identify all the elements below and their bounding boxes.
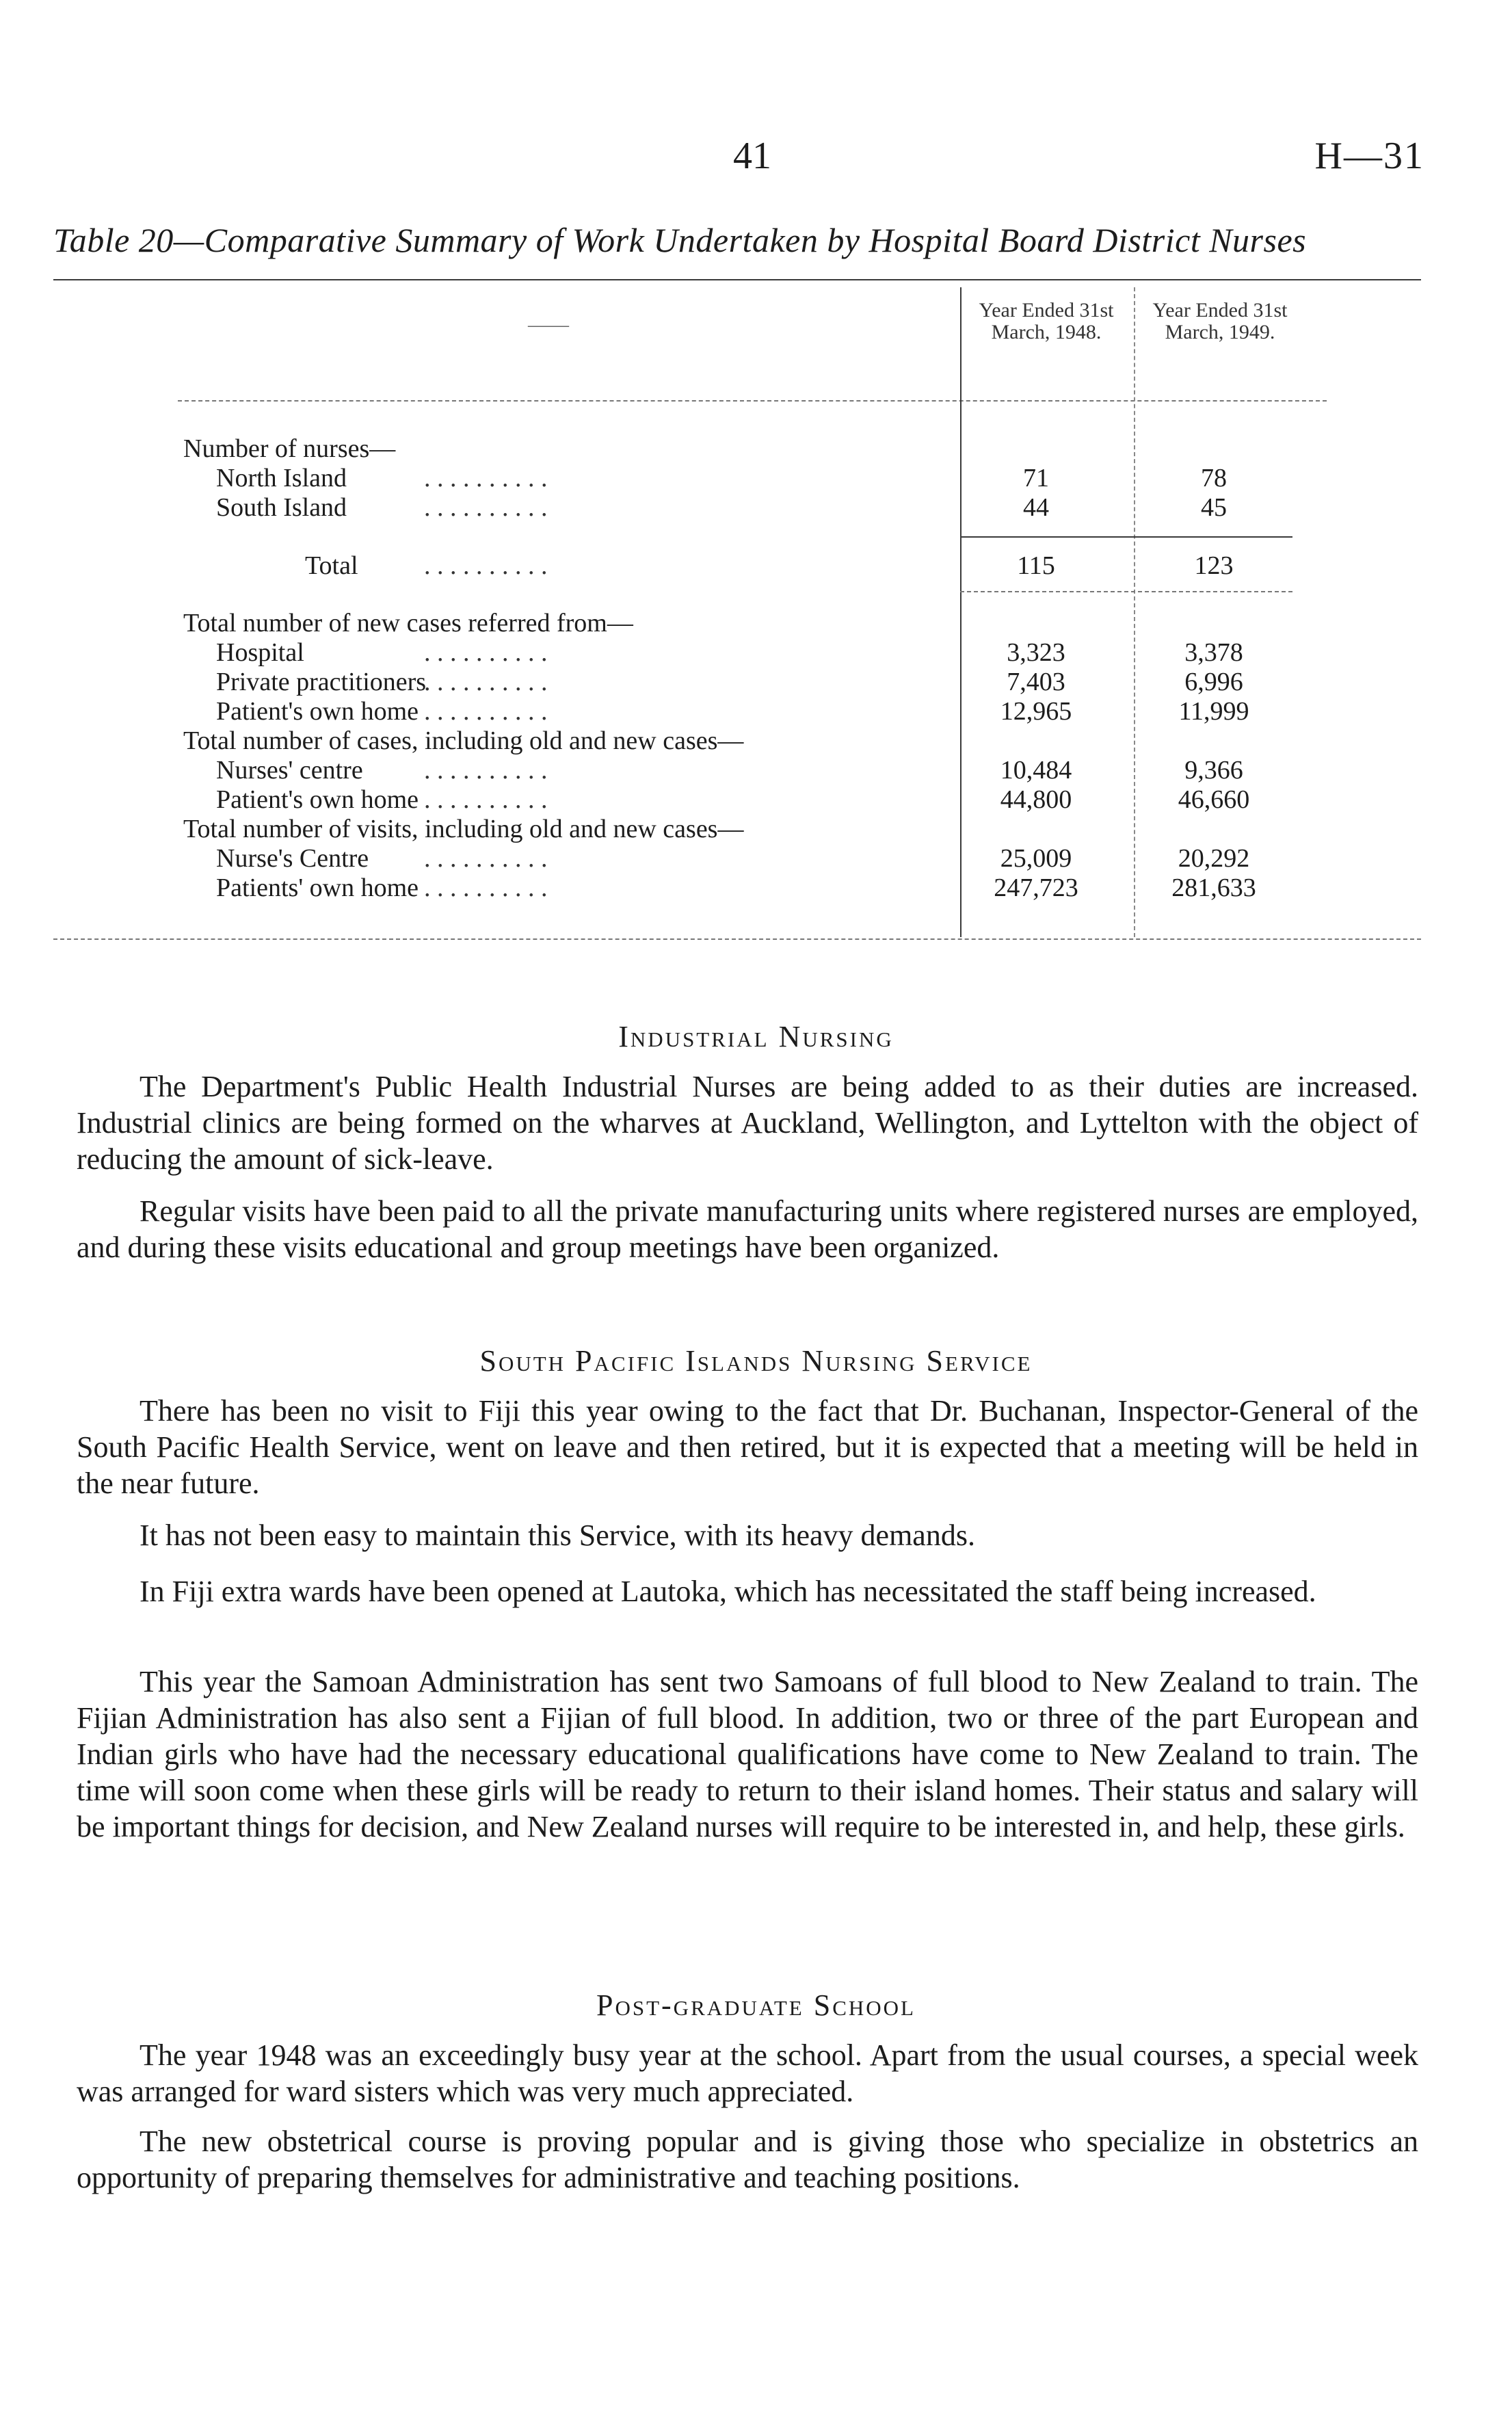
value-1948: 71: [1023, 464, 1049, 492]
value-1948: 44: [1023, 493, 1049, 522]
table-row: [0, 872, 1512, 904]
table-group-heading: [0, 607, 1512, 639]
group-label-total-cases: Total number of cases, including old and new cases—: [183, 726, 744, 755]
value-1948: 3,323: [1007, 638, 1065, 667]
value-1949: 78: [1201, 464, 1227, 492]
group-label-new-cases: Total number of new cases referred from—: [183, 609, 633, 638]
table-row: [0, 754, 1512, 786]
leader-dots: . . . . . . . . . .: [424, 844, 548, 873]
table-row: [0, 637, 1512, 668]
row-label: North Island: [216, 464, 347, 492]
leader-dots: . . . . . . . . . .: [424, 638, 548, 667]
page-number: 41: [733, 135, 771, 177]
table-header-rule: [178, 400, 1327, 402]
column-header-1949: Year Ended 31st March, 1949.: [1152, 299, 1288, 343]
leader-dots: . . . . . . . . . .: [424, 785, 548, 814]
leader-dots: . . . . . . . . . .: [424, 668, 548, 696]
paragraph: Regular visits have been paid to all the private manufacturing units where registered nurses are employed, and during these visits educational and group meetings have been organized.: [77, 1194, 1418, 1264]
paragraph: The new obstetrical course is proving popular and is giving those who specialize in obstetrics an opportunity of preparing themselves for administrative and teaching positions.: [77, 2125, 1418, 2194]
table-row: [0, 843, 1512, 874]
table-row: [0, 696, 1512, 727]
total-1948: 115: [1017, 551, 1055, 580]
table-group-heading: [0, 813, 1512, 845]
row-label: South Island: [216, 493, 347, 522]
total-bottom-rule: [960, 591, 1292, 592]
paragraph: There has been no visit to Fiji this year owing to the fact that Dr. Buchanan, Inspector-General of the South Pacific Health Service, went on leave and then retired, but it is expected that a meeting will be held in the near future.: [77, 1394, 1418, 1500]
value-1948: 247,723: [994, 873, 1078, 902]
group-label-total-visits: Total number of visits, including old and new cases—: [183, 815, 744, 843]
row-label: Patient's own home: [216, 785, 419, 814]
row-label: Nurses' centre: [216, 756, 363, 785]
table-group-heading: [0, 433, 1512, 464]
leader-dots: . . . . . . . . . .: [424, 756, 548, 785]
total-1949: 123: [1194, 551, 1234, 580]
section-title-post-graduate-school: Post-graduate School: [596, 1988, 916, 2022]
paragraph: This year the Samoan Administration has sent two Samoans of full blood to New Zealand to train. The Fijian Administration has also sent a Fijian of full blood. In addition, two or three of the part European and Indian girls who have had the necessary educational qualifications have come to New Zealand to train. The time will soon come when these girls will be ready to return to their island homes. Their status and salary will be important things for decision, and New Zealand nurses will require to be interested in, and help, these girls.: [77, 1665, 1418, 1843]
paragraph: In Fiji extra wards have been opened at Lautoka, which has necessitated the staff being increased.: [140, 1575, 1316, 1608]
value-1949: 46,660: [1178, 785, 1250, 814]
row-label: Patient's own home: [216, 697, 419, 726]
table-bottom-rule: [53, 938, 1421, 940]
value-1948: 44,800: [1000, 785, 1072, 814]
value-1949: 20,292: [1178, 844, 1250, 873]
leader-dots: . . . . . . . . . .: [424, 493, 548, 522]
value-1948: 25,009: [1000, 844, 1072, 873]
section-title-south-pacific-nursing-service: South Pacific Islands Nursing Service: [479, 1344, 1033, 1378]
column-header-1948: Year Ended 31st March, 1948.: [979, 299, 1114, 343]
paragraph: The Department's Public Health Industrial Nurses are being added to as their duties are increased. Industrial clinics are being formed on the wharves at Auckland, Wellington, and Lyttelton with the object of reducing the amount of sick-leave.: [77, 1070, 1418, 1176]
table-row: [0, 492, 1512, 523]
value-1948: 12,965: [1000, 697, 1072, 726]
value-1949: 3,378: [1184, 638, 1243, 667]
section-title-industrial-nursing: Industrial Nursing: [618, 1020, 894, 1053]
document-code: H—31: [1314, 135, 1424, 177]
leader-dots: . . . . . . . . . .: [424, 873, 548, 902]
table-row: [0, 462, 1512, 494]
row-label: Private practitioners: [216, 668, 427, 696]
stub-header: ——: [528, 313, 569, 336]
row-label: Nurse's Centre: [216, 844, 369, 873]
table-total-row: [0, 550, 1512, 581]
leader-dots: . . . . . . . . . .: [424, 697, 548, 726]
value-1949: 11,999: [1178, 697, 1249, 726]
value-1949: 45: [1201, 493, 1227, 522]
group-label-number-of-nurses: Number of nurses—: [183, 434, 396, 463]
row-label: Patients' own home: [216, 873, 419, 902]
table-group-heading: [0, 725, 1512, 757]
value-1948: 7,403: [1007, 668, 1065, 696]
table-title: Table 20—Comparative Summary of Work Undertaken by Hospital Board District Nurses: [53, 221, 1307, 259]
paragraph: The year 1948 was an exceedingly busy year at the school. Apart from the usual courses, a special week was arranged for ward sisters which was very much appreciated.: [77, 2038, 1418, 2108]
leader-dots: . . . . . . . . . .: [424, 464, 548, 492]
row-label: Hospital: [216, 638, 304, 667]
value-1949: 9,366: [1184, 756, 1243, 785]
leader-dots: . . . . . . . . . .: [424, 551, 548, 580]
table-row: [0, 784, 1512, 815]
total-label: Total: [305, 551, 358, 580]
value-1949: 6,996: [1184, 668, 1243, 696]
total-top-rule: [960, 536, 1292, 538]
table-top-rule: [53, 279, 1421, 280]
table-row: [0, 666, 1512, 698]
value-1949: 281,633: [1171, 873, 1256, 902]
paragraph: It has not been easy to maintain this Service, with its heavy demands.: [140, 1519, 975, 1552]
value-1948: 10,484: [1000, 756, 1072, 785]
